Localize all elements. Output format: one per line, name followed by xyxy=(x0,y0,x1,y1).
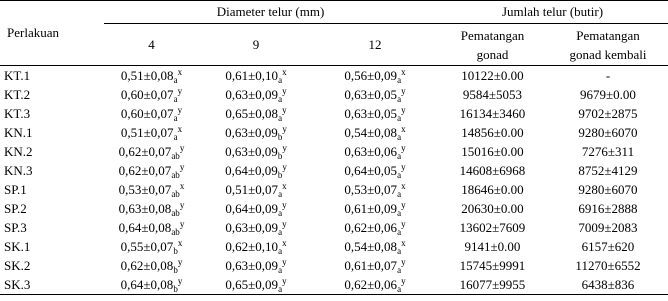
significance-sub: ab xyxy=(171,226,180,237)
count-gonad-cell: 9584±5053 xyxy=(462,86,523,102)
significance-sup: y xyxy=(179,161,185,172)
diameter-cell-9 xyxy=(199,104,313,123)
count-gonad-cell: 10122±0.00 xyxy=(461,67,524,83)
count-gonad-cell: 14856±0.00 xyxy=(461,124,524,140)
count-gonad-kembali-cell: 6916±2888 xyxy=(578,200,638,216)
diameter-value: 0,65±0,08 xyxy=(225,105,279,121)
significance-sub: a xyxy=(397,150,402,161)
count-col-gonad-kembali-line2: gonad kembali xyxy=(569,46,647,62)
diameter-value: 0,64±0,09 xyxy=(225,162,278,178)
diameter-cell-9 xyxy=(199,218,313,237)
count-group-header: Jumlah telur (butir) xyxy=(437,1,668,24)
diameter-value: 0,55±0,07 xyxy=(120,238,174,254)
diameter-cell-9 xyxy=(199,142,313,161)
diameter-cell-12 xyxy=(313,218,437,237)
diameter-value: 0,61±0,09 xyxy=(344,200,398,216)
count-gonad-kembali-cell: 8752±4129 xyxy=(578,162,638,178)
count-gonad-kembali-cell: 9280±6070 xyxy=(578,181,638,197)
significance-sub: ab xyxy=(171,188,180,199)
significance-sub: ab xyxy=(171,150,180,161)
diameter-cell-9 xyxy=(199,123,313,142)
count-col-gonad-line1: Pematangan xyxy=(460,27,525,43)
significance-sup: y xyxy=(401,104,406,115)
count-gonad-cell: 13602±7609 xyxy=(459,219,526,235)
diameter-cell-9 xyxy=(199,66,313,86)
count-col-gonad-line2: gonad xyxy=(476,46,509,62)
diameter-value: 0,62±0,08 xyxy=(120,257,174,273)
table-body xyxy=(0,66,668,295)
row-label: SK.2 xyxy=(4,257,31,273)
diameter-cell-9 xyxy=(199,199,313,218)
row-label: KN.2 xyxy=(4,143,33,159)
significance-sub: a xyxy=(278,226,283,237)
row-label: SK.1 xyxy=(4,238,31,254)
significance-sup: y xyxy=(401,199,406,210)
diameter-value: 0,62±0,07 xyxy=(118,162,172,178)
significance-sup: x xyxy=(177,123,183,134)
significance-sub: b xyxy=(277,150,283,161)
significance-sub: a xyxy=(278,112,283,123)
diameter-value: 0,61±0,07 xyxy=(344,257,398,273)
diameter-cell-4 xyxy=(104,85,199,104)
diameter-cell-4 xyxy=(104,180,199,199)
count-gonad-cell: 15745±9991 xyxy=(459,257,526,273)
significance-sup: y xyxy=(177,85,183,96)
diameter-col-4: 4 xyxy=(104,24,199,66)
significance-sub: a xyxy=(397,264,402,275)
significance-sub: a xyxy=(278,93,283,104)
diameter-cell-9 xyxy=(199,180,313,199)
significance-sub: a xyxy=(397,93,402,104)
diameter-cell-12 xyxy=(313,180,437,199)
significance-sup: y xyxy=(179,199,185,210)
count-gonad-kembali-cell: 6157±620 xyxy=(581,238,635,254)
diameter-cell-4 xyxy=(104,218,199,237)
diameter-cell-12 xyxy=(313,161,437,180)
table-row xyxy=(0,66,668,86)
diameter-cell-4 xyxy=(104,161,199,180)
significance-sub: a xyxy=(173,131,178,142)
diameter-cell-12 xyxy=(313,275,437,295)
significance-sub: b xyxy=(173,245,178,256)
diameter-value: 0,51±0,07 xyxy=(225,181,279,197)
significance-sub: a xyxy=(397,283,402,294)
table-row xyxy=(0,123,668,142)
diameter-cell-4 xyxy=(104,256,199,275)
diameter-group-header: Diameter telur (mm) xyxy=(104,1,437,24)
diameter-value: 0,60±0,07 xyxy=(120,86,174,102)
diameter-value: 0,64±0,05 xyxy=(344,162,398,178)
significance-sup: y xyxy=(282,161,287,172)
diameter-cell-9 xyxy=(199,237,313,256)
count-gonad-cell: 16134±3460 xyxy=(459,105,526,121)
count-gonad-kembali-cell: 6438±836 xyxy=(548,275,668,295)
table-row xyxy=(0,104,668,123)
significance-sup: y xyxy=(282,199,287,210)
significance-sup: x xyxy=(401,123,406,134)
significance-sub: a xyxy=(278,283,283,294)
row-label: SP.2 xyxy=(4,200,27,216)
diameter-value: 0,51±0,08 xyxy=(120,67,174,83)
significance-sup: y xyxy=(177,104,183,115)
significance-sup: x xyxy=(401,237,406,248)
significance-sub: a xyxy=(278,264,283,275)
significance-sup: x xyxy=(282,237,287,248)
diameter-cell-4 xyxy=(104,142,199,161)
significance-sup: y xyxy=(401,161,406,172)
significance-sub: b xyxy=(277,169,283,180)
significance-sup: x xyxy=(177,237,183,248)
diameter-value: 0,62±0,07 xyxy=(118,143,172,159)
diameter-cell-12 xyxy=(313,123,437,142)
table-row xyxy=(0,85,668,104)
diameter-cell-12 xyxy=(313,256,437,275)
significance-sub: a xyxy=(173,93,178,104)
diameter-value: 0,65±0,09 xyxy=(225,276,279,292)
treatment-header: Perlakuan xyxy=(0,1,104,66)
significance-sub: b xyxy=(277,131,283,142)
significance-sup: y xyxy=(177,275,183,286)
significance-sub: a xyxy=(173,112,178,123)
count-gonad-kembali-cell: 9280±6070 xyxy=(578,124,638,140)
significance-sup: y xyxy=(401,218,406,229)
significance-sup: x xyxy=(282,180,287,191)
significance-sup: y xyxy=(282,123,287,134)
table-row xyxy=(0,256,668,275)
significance-sup: y xyxy=(282,85,287,96)
row-label: SK.3 xyxy=(0,275,104,295)
significance-sub: a xyxy=(278,188,283,199)
diameter-cell-4 xyxy=(104,199,199,218)
row-label: KN.1 xyxy=(4,124,33,140)
row-label: KT.1 xyxy=(4,67,31,83)
significance-sup: y xyxy=(282,142,287,153)
count-gonad-cell: 15016±0.00 xyxy=(461,143,524,159)
diameter-value: 0,63±0,09 xyxy=(225,257,279,273)
significance-sub: a xyxy=(278,245,283,256)
diameter-col-9: 9 xyxy=(199,24,313,66)
count-gonad-cell: 16077±9955 xyxy=(437,275,548,295)
row-label: KN.3 xyxy=(4,162,33,178)
diameter-cell-9 xyxy=(199,161,313,180)
diameter-value: 0,63±0,05 xyxy=(344,86,398,102)
significance-sup: y xyxy=(401,256,406,267)
significance-sup: x xyxy=(179,180,185,191)
significance-sub: b xyxy=(173,264,178,275)
diameter-value: 0,62±0,06 xyxy=(344,276,398,292)
count-col-gonad-kembali-line1: Pematangan xyxy=(576,27,640,43)
significance-sub: ab xyxy=(171,169,180,180)
count-gonad-cell: 18646±0.00 xyxy=(461,181,524,197)
diameter-cell-12 xyxy=(313,142,437,161)
diameter-value: 0,56±0,09 xyxy=(344,67,398,83)
significance-sub: a xyxy=(397,245,402,256)
count-col-gonad xyxy=(437,24,548,66)
count-gonad-kembali-cell: 11270±6552 xyxy=(575,257,641,273)
diameter-value: 0,63±0,09 xyxy=(225,219,279,235)
significance-sup: x xyxy=(177,66,183,77)
table-row xyxy=(0,180,668,199)
count-gonad-kembali-cell: 9679±0.00 xyxy=(580,86,636,102)
diameter-value: 0,61±0,10 xyxy=(225,67,279,83)
significance-sub: a xyxy=(278,207,283,218)
significance-sup: y xyxy=(401,142,406,153)
count-col-gonad-kembali xyxy=(548,24,668,66)
diameter-cell-12 xyxy=(313,237,437,256)
count-gonad-cell: 14608±6968 xyxy=(459,162,526,178)
diameter-value: 0,62±0,06 xyxy=(344,219,398,235)
diameter-value: 0,53±0,07 xyxy=(118,181,172,197)
diameter-cell-4 xyxy=(104,66,199,86)
significance-sub: a xyxy=(278,74,283,85)
diameter-value: 0,64±0,09 xyxy=(225,200,279,216)
significance-sub: a xyxy=(397,226,402,237)
significance-sup: y xyxy=(282,256,287,267)
count-gonad-cell: 9141±0.00 xyxy=(464,238,521,254)
table-row xyxy=(0,161,668,180)
diameter-value: 0,63±0,06 xyxy=(344,143,398,159)
count-gonad-kembali-cell: 9702±2875 xyxy=(578,105,638,121)
count-gonad-kembali-cell: 7009±2083 xyxy=(578,219,638,235)
significance-sup: x xyxy=(282,66,287,77)
diameter-cell-12 xyxy=(313,199,437,218)
significance-sup: y xyxy=(177,256,183,267)
diameter-cell-4 xyxy=(104,237,199,256)
significance-sup: y xyxy=(401,85,406,96)
significance-sub: a xyxy=(397,112,402,123)
table-row xyxy=(0,199,668,218)
row-label: SP.3 xyxy=(4,219,27,235)
diameter-value: 0,63±0,08 xyxy=(118,200,172,216)
diameter-value: 0,64±0,08 xyxy=(120,276,174,292)
diameter-cell-4 xyxy=(104,123,199,142)
significance-sub: ab xyxy=(171,207,180,218)
diameter-cell-12 xyxy=(313,66,437,86)
significance-sub: b xyxy=(173,283,178,294)
significance-sup: x xyxy=(401,180,406,191)
significance-sup: x xyxy=(401,66,406,77)
table-row xyxy=(0,142,668,161)
significance-sub: a xyxy=(397,207,402,218)
diameter-cell-9 xyxy=(199,85,313,104)
significance-sub: a xyxy=(397,131,402,142)
diameter-value: 0,62±0,10 xyxy=(225,238,279,254)
diameter-cell-12 xyxy=(313,104,437,123)
diameter-value: 0,60±0,07 xyxy=(120,105,174,121)
significance-sup: y xyxy=(282,104,287,115)
significance-sup: y xyxy=(179,218,185,229)
table-row xyxy=(0,218,668,237)
count-gonad-kembali-cell: 7276±311 xyxy=(581,143,635,159)
significance-sub: a xyxy=(397,188,402,199)
significance-sup: y xyxy=(282,275,287,286)
row-label: KT.2 xyxy=(4,86,31,102)
table-row xyxy=(0,275,668,295)
table-row xyxy=(0,237,668,256)
significance-sub: a xyxy=(397,169,402,180)
diameter-value: 0,63±0,09 xyxy=(225,86,279,102)
count-gonad-kembali-cell: - xyxy=(605,67,611,83)
diameter-value: 0,51±0,07 xyxy=(120,124,174,140)
row-label: KT.3 xyxy=(4,105,31,121)
significance-sup: y xyxy=(401,275,406,286)
diameter-cell-9 xyxy=(199,275,313,295)
significance-sup: y xyxy=(179,142,185,153)
row-label: SP.1 xyxy=(4,181,27,197)
diameter-cell-4 xyxy=(104,104,199,123)
diameter-cell-4 xyxy=(104,275,199,295)
diameter-value: 0,54±0,08 xyxy=(344,238,398,254)
diameter-cell-9 xyxy=(199,256,313,275)
diameter-value: 0,54±0,08 xyxy=(344,124,398,140)
count-gonad-cell: 20630±0.00 xyxy=(461,200,524,216)
diameter-value: 0,64±0,08 xyxy=(118,219,172,235)
significance-sub: a xyxy=(397,74,402,85)
significance-sup: y xyxy=(282,218,287,229)
diameter-value: 0,63±0,05 xyxy=(344,105,398,121)
significance-sub: a xyxy=(173,74,178,85)
diameter-cell-12 xyxy=(313,85,437,104)
diameter-col-12: 12 xyxy=(313,24,437,66)
diameter-value: 0,63±0,09 xyxy=(225,124,278,140)
diameter-value: 0,53±0,07 xyxy=(344,181,398,197)
diameter-value: 0,63±0,09 xyxy=(225,143,278,159)
